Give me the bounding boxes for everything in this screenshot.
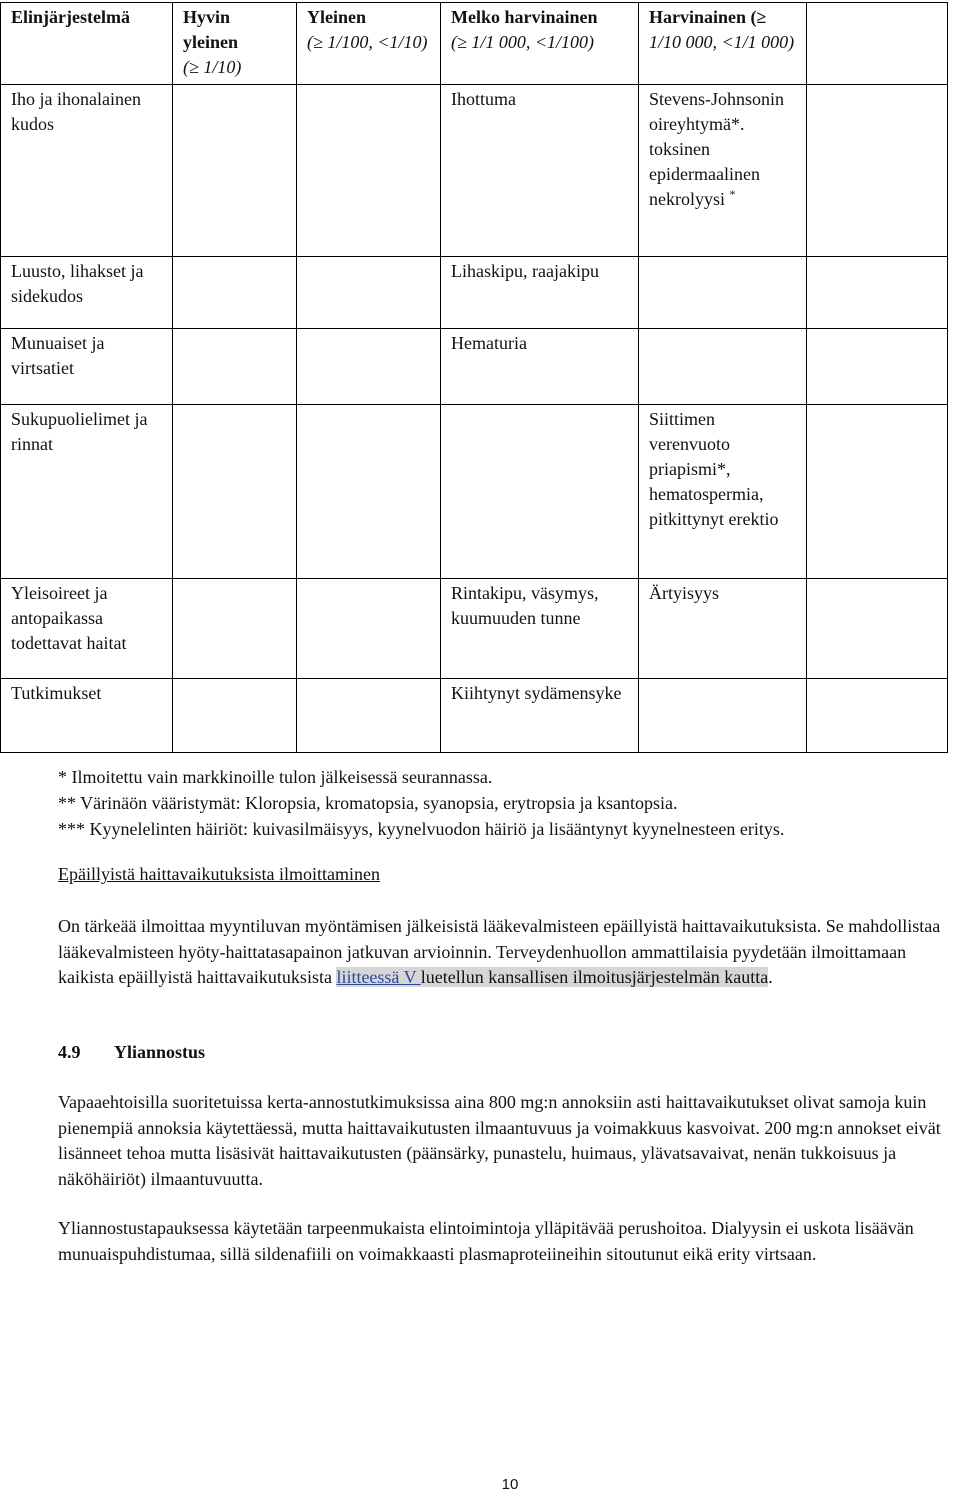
reporting-highlight-text: luetellun kansallisen ilmoitusjärjestelmän kautta [420, 967, 769, 987]
annex-v-link[interactable]: liitteessä V [336, 967, 421, 987]
common-cell [297, 405, 441, 579]
table-cell [807, 85, 948, 257]
table-row [1, 405, 948, 579]
very-common-cell [173, 405, 297, 579]
table-cell [807, 405, 948, 579]
common-cell [297, 579, 441, 679]
rare-cell [639, 679, 807, 753]
header-rare: Harvinainen (≥ 1/10 000, <1/1 000) [639, 3, 807, 85]
rare-cell [639, 257, 807, 329]
header-common: Yleinen (≥ 1/100, <1/10) [297, 3, 441, 85]
common-cell [297, 257, 441, 329]
table-cell [807, 579, 948, 679]
table-row [1, 329, 948, 405]
table-row [1, 579, 948, 679]
footnote: *** Kyynelelinten häiriöt: kuivasilmäisyys, kyynelvuodon häiriö ja lisääntynyt kyynelnesteen eritys. [58, 819, 785, 839]
table-header-row [1, 3, 948, 85]
overdose-paragraph-2: Yliannostustapauksessa käytetään tarpeenmukaista elintoimintoja ylläpitävää perushoitoa. Dialyysin ei uskota lisäävän munuaispuhdistumaa, sillä sildenafiili on voimakkaasti plasmaproteiineihin sitoutunut eikä erity virtsaan. [58, 1218, 914, 1264]
table-row [1, 257, 948, 329]
very-common-cell [173, 257, 297, 329]
reporting-paragraph [58, 914, 948, 991]
organ-cell: Yleisoireet ja antopaikassa todettavat haitat [1, 579, 173, 679]
common-cell [297, 679, 441, 753]
organ-cell: Iho ja ihonalainen kudos [1, 85, 173, 257]
reporting-text-end: . [768, 967, 773, 987]
overdose-paragraph-1: Vapaaehtoisilla suoritetuissa kerta-annostutkimuksissa aina 800 mg:n annoksiin asti haittavaikutukset olivat samoja kuin pienempiä annoksia käytettäessä, mutta haittavaikutusten ilmaantuvuus ja voimakkuus kasvoivat. 200 mg:n annokset eivät lisänneet tehoa mutta lisäsivät haittavaikutusten (päänsärky, punastelu, huimaus, ylävatsavaivat, nenän tukkoisuus ja näköhäiriöt) ilmaantuvuutta. [58, 1092, 941, 1189]
very-common-cell [173, 679, 297, 753]
header-very-common: Hyvin yleinen (≥ 1/10) [173, 3, 297, 85]
uncommon-cell: Lihaskipu, raajakipu [441, 257, 639, 329]
reporting-text: On tärkeää ilmoittaa myyntiluvan myöntämisen jälkeisistä lääkevalmisteen epäillyistä haittavaikutuksista. Se mahdollistaa lääkevalmisteen hyöty-haittatasapainon jatkuvan arvioinnin. Terveydenhuollon ammattilaisia pyydetään ilmoittamaan kaikista epäillyistä haittavaikutuksista [58, 916, 941, 987]
very-common-cell [173, 329, 297, 405]
table-cell [807, 679, 948, 753]
header-organ-system: Elinjärjestelmä [1, 3, 173, 85]
uncommon-cell: Hematuria [441, 329, 639, 405]
uncommon-cell [441, 405, 639, 579]
table-footnotes [58, 764, 948, 842]
organ-cell: Tutkimukset [1, 679, 173, 753]
page-number: 10 [501, 1476, 519, 1493]
footnote: ** Värinäön vääristymät: Kloropsia, kromatopsia, syanopsia, erytropsia ja ksantopsia. [58, 793, 678, 813]
table-cell [807, 257, 948, 329]
rare-cell: Siittimen verenvuoto priapismi*, hematospermia, pitkittynyt erektio [639, 405, 807, 579]
rare-cell: Ärtyisyys [639, 579, 807, 679]
organ-cell: Munuaiset ja virtsatiet [1, 329, 173, 405]
uncommon-cell: Rintakipu, väsymys, kuumuuden tunne [441, 579, 639, 679]
uncommon-cell: Kiihtynyt sydämensyke [441, 679, 639, 753]
table-row [1, 85, 948, 257]
rare-cell [639, 329, 807, 405]
common-cell [297, 85, 441, 257]
table-row [1, 679, 948, 753]
footnote: * Ilmoitettu vain markkinoille tulon jälkeisessä seurannassa. [58, 767, 493, 787]
uncommon-cell: Ihottuma [441, 85, 639, 257]
table-cell [807, 329, 948, 405]
common-cell [297, 329, 441, 405]
table-cell [807, 3, 948, 85]
section-number: 4.9 [58, 1042, 81, 1062]
very-common-cell [173, 579, 297, 679]
header-uncommon: Melko harvinainen (≥ 1/1 000, <1/100) [441, 3, 639, 85]
organ-cell: Luusto, lihakset ja sidekudos [1, 257, 173, 329]
very-common-cell [173, 85, 297, 257]
adverse-reactions-table [0, 2, 948, 753]
section-title: Yliannostus [114, 1042, 206, 1062]
organ-cell: Sukupuolielimet ja rinnat [1, 405, 173, 579]
reporting-heading: Epäillyistä haittavaikutuksista ilmoittaminen [58, 864, 380, 884]
section-heading-overdose [58, 1040, 205, 1065]
rare-cell: Stevens-Johnsonin oireyhtymä*. toksinen epidermaalinen nekrolyysi * [639, 85, 807, 257]
